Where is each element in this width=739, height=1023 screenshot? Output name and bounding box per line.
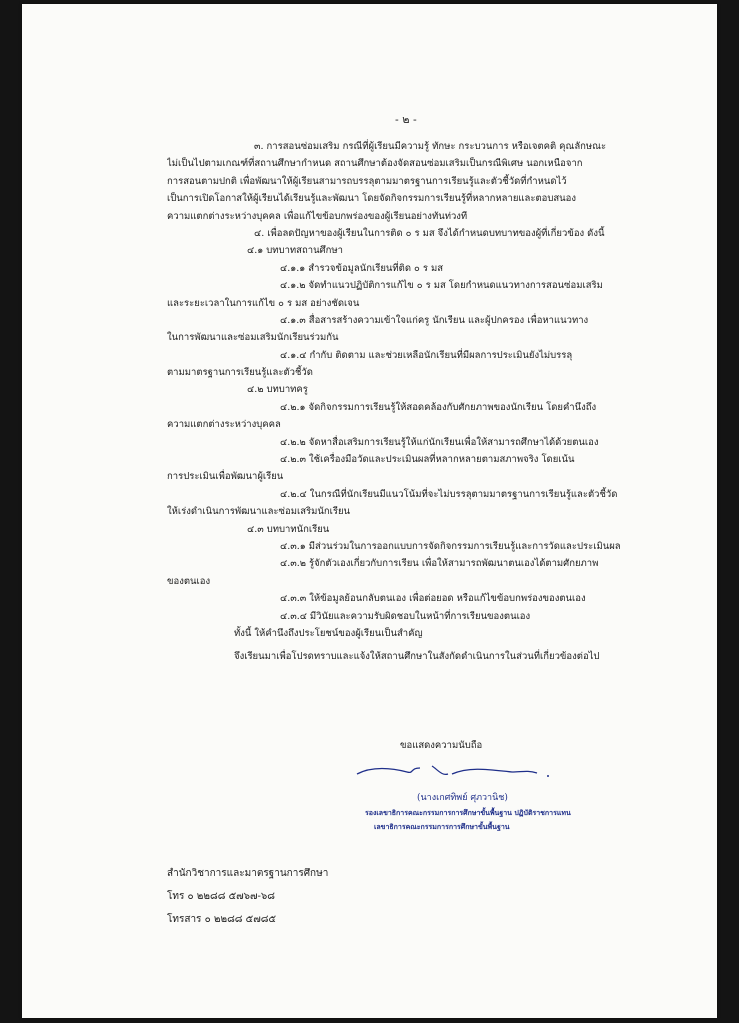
contact-footer — [167, 862, 328, 931]
text-line: ๔.๑.๔ กำกับ ติดตาม และช่วยเหลือนักเรียนที่มีผลการประเมินยังไม่บรรลุ — [280, 349, 573, 361]
text-line: ของตนเอง — [167, 575, 211, 587]
text-line: ให้เร่งดำเนินการพัฒนาและซ่อมเสริมนักเรียน — [167, 506, 351, 518]
text-line: ๔.๒.๑ จัดกิจกรรมการเรียนรู้ให้สอดคล้องกับศักยภาพของนักเรียน โดยคำนึงถึง — [280, 401, 597, 413]
text-line: ในการพัฒนาและซ่อมเสริมนักเรียนร่วมกัน — [167, 332, 339, 344]
text-line: ความแตกต่างระหว่างบุคคล เพื่อแก้ไขข้อบกพร่องของผู้เรียนอย่างทันท่วงที — [167, 210, 468, 222]
text-line: ตามมาตรฐานการเรียนรู้และตัวชี้วัด — [167, 367, 313, 379]
text-line: ๔.๓.๓ ให้ข้อมูลย้อนกลับตนเอง เพื่อต่อยอด หรือแก้ไขข้อบกพร่องของตนเอง — [280, 593, 586, 605]
page-number: - ๒ - — [395, 113, 417, 126]
text-line: ๔.๑.๓ สื่อสารสร้างความเข้าใจแก่ครู นักเรียน และผู้ปกครอง เพื่อหาแนวทาง — [280, 314, 589, 326]
fax-number: โทรสาร ๐ ๒๒๘๘ ๕๗๘๕ — [167, 914, 277, 925]
text-line: ๔.๓.๑ มีส่วนร่วมในการออกแบบการจัดกิจกรรมการเรียนรู้และการวัดและประเมินผล — [280, 540, 621, 552]
handwritten-signature — [352, 760, 552, 784]
text-line: ๔.๒.๔ ในกรณีที่นักเรียนมีแนวโน้มที่จะไม่บรรลุตามมาตรฐานการเรียนรู้และตัวชี้วัด — [280, 488, 618, 500]
office-name: สำนักวิชาการและมาตรฐานการศึกษา — [167, 868, 329, 879]
text-line: ๔.๒.๒ จัดหาสื่อเสริมการเรียนรู้ให้แก่นักเรียนเพื่อให้สามารถศึกษาได้ด้วยตนเอง — [280, 436, 599, 448]
text-line: ความแตกต่างระหว่างบุคคล — [167, 419, 281, 431]
text-line: ๔.๓.๒ รู้จักตัวเองเกี่ยวกับการเรียน เพื่อให้สามารถพัฒนาตนเองได้ตามศักยภาพ — [280, 558, 599, 570]
text-line: ๔.๑.๑ สำรวจข้อมูลนักเรียนที่ติด ๐ ร มส — [280, 262, 444, 274]
text-line: ๔.๑.๒ จัดทำแนวปฏิบัติการแก้ไข ๐ ร มส โดยกำหนดแนวทางการสอนซ่อมเสริม — [280, 280, 603, 292]
text-line: ไม่เป็นไปตามเกณฑ์ที่สถานศึกษากำหนด สถานศึกษาต้องจัดสอนซ่อมเสริมเป็นกรณีพิเศษ นอกเหนือจาก — [167, 158, 583, 170]
text-line: เป็นการเปิดโอกาสให้ผู้เรียนได้เรียนรู้และพัฒนา โดยจัดกิจกรรมการเรียนรู้ที่หลากหลายและตอบสนอง — [167, 193, 576, 205]
text-line: จึงเรียนมาเพื่อโปรดทราบและแจ้งให้สถานศึกษาในสังกัดดำเนินการในส่วนที่เกี่ยวข้องต่อไป — [234, 651, 600, 663]
signer-name: (นางเกศทิพย์ ศุภวานิช) — [417, 793, 508, 803]
signer-position-line-2: เลขาธิการคณะกรรมการการศึกษาขั้นพื้นฐาน — [374, 822, 510, 831]
phone-number: โทร ๐ ๒๒๘๘ ๕๗๖๗-๖๘ — [167, 891, 275, 902]
text-line: ๔.๑ บทบาทสถานศึกษา — [247, 245, 343, 257]
text-line: ๔.๒ บทบาทครู — [247, 384, 308, 396]
text-line: การประเมินเพื่อพัฒนาผู้เรียน — [167, 471, 284, 483]
letter-body — [167, 138, 667, 666]
signer-position-line-1: รองเลขาธิการคณะกรรมการการศึกษาขั้นพื้นฐาน ปฏิบัติราชการแทน — [365, 808, 571, 817]
text-line: ๔.๓.๔ มีวินัยและความรับผิดชอบในหน้าที่การเรียนของตนเอง — [280, 610, 531, 622]
text-line: และระยะเวลาในการแก้ไข ๐ ร มส อย่างชัดเจน — [167, 297, 360, 309]
text-line: ๓. การสอนซ่อมเสริม กรณีที่ผู้เรียนมีความรู้ ทักษะ กระบวนการ หรือเจตคติ คุณลักษณะ — [254, 141, 607, 152]
text-line: ๔. เพื่อลดปัญหาของผู้เรียนในการติด ๐ ร มส จึงได้กำหนดบทบาทของผู้ที่เกี่ยวข้อง ดังนี้ — [254, 227, 605, 239]
text-line: ๔.๓ บทบาทนักเรียน — [247, 523, 330, 535]
text-line: ทั้งนี้ ให้คำนึงถึงประโยชน์ของผู้เรียนเป็นสำคัญ — [234, 627, 423, 639]
text-line: ๔.๒.๓ ใช้เครื่องมือวัดและประเมินผลที่หลากหลายตามสภาพจริง โดยเน้น — [280, 454, 575, 466]
closing-salutation: ขอแสดงความนับถือ — [400, 740, 483, 751]
text-line: การสอนตามปกติ เพื่อพัฒนาให้ผู้เรียนสามารถบรรลุตามมาตรฐานการเรียนรู้และตัวชี้วัดที่กำหนดไว้ — [167, 175, 567, 187]
document-page — [22, 4, 717, 1018]
